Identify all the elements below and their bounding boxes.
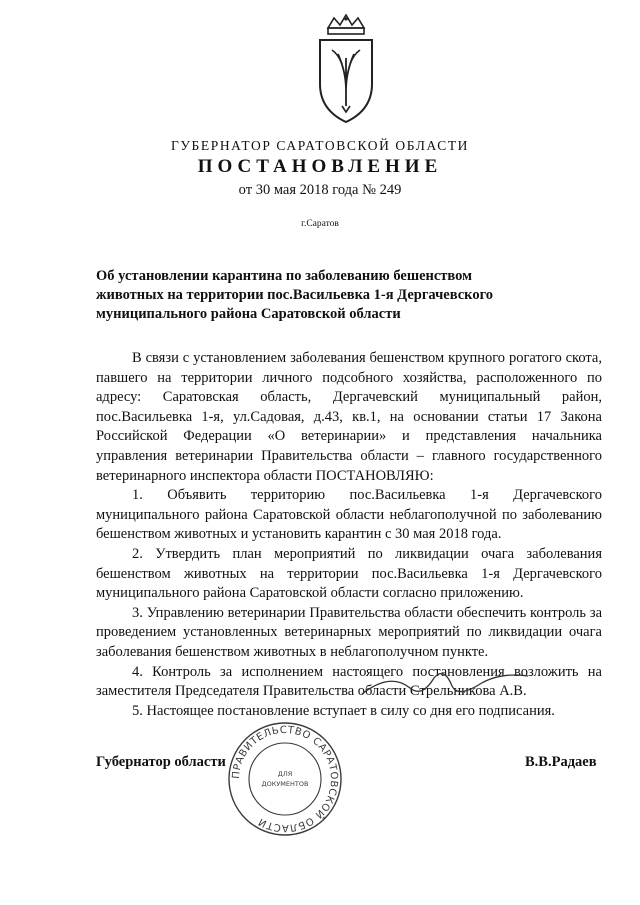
- document-type: ПОСТАНОВЛЕНИЕ: [197, 156, 443, 177]
- body-paragraph: В связи с установлением заболевания бешенством крупного рогатого скота, павшего на территории личного подсобного хозяйства, расположенного по адресу: Саратовская область, Дергачевский муниципальный район, пос.Васильевка 1-я, ул.Садовая, д.43, кв.1, на основании статьи 17 Закона Российской Федерации «О ветеринарии» и представления начальника управления ветеринарии Правительства области – главного государственного ветеринарного инспектора области ПОСТАНОВЛЯЮ:: [96, 350, 602, 484]
- subject-line: Об установлении карантина по заболеванию бешенством: [96, 268, 473, 284]
- seal-text: ПРАВИТЕЛЬСТВО САРАТОВСКОЙ ОБЛАСТИ: [230, 724, 340, 834]
- coat-of-arms-icon: [314, 14, 378, 126]
- svg-text:ДЛЯ: ДЛЯ: [277, 770, 293, 778]
- issuing-authority: ГУБЕРНАТОР САРАТОВСКОЙ ОБЛАСТИ: [170, 138, 470, 153]
- body-paragraph: 5. Настоящее постановление вступает в силу со дня его подписания.: [132, 702, 555, 719]
- subject-line: животных на территории пос.Васильевка 1-я Дергачевского: [96, 287, 494, 303]
- signatory-title: Губернатор области: [96, 754, 226, 770]
- city: г.Саратов: [301, 219, 339, 229]
- body-paragraph: 1. Объявить территорию пос.Васильевка 1-я Дергачевского муниципального района Саратовской области неблагополучной по заболеванию бешенством животных и установить карантин с 30 мая 2018 года.: [96, 487, 602, 543]
- document-date-number: от 30 мая 2018 года № 249: [238, 182, 402, 198]
- official-seal-icon: [226, 720, 344, 838]
- handwritten-signature: [360, 664, 530, 704]
- svg-text:ПРАВИТЕЛЬСТВО САРАТОВСКОЙ ОБЛА: [231, 725, 339, 833]
- subject-line: муниципального района Саратовской области: [96, 306, 401, 322]
- body-paragraph: 3. Управлению ветеринарии Правительства области обеспечить контроль за проведением установленных ветеринарных мероприятий по ликвидации очага заболевания бешенством животных в неблагополучном пункте.: [96, 604, 602, 660]
- svg-text:ДОКУМЕНТОВ: ДОКУМЕНТОВ: [261, 780, 309, 788]
- body-paragraph: 4. Контроль за исполнением настоящего постановления возложить на заместителя Председателя Правительства области Стрельникова А.В.: [96, 663, 602, 700]
- document-subject: [96, 267, 506, 324]
- signatory-name: В.В.Радаев: [525, 754, 597, 770]
- body-paragraph: 2. Утвердить план мероприятий по ликвидации очага заболевания бешенством животных на территории пос.Васильевка 1-я Дергачевского муниципального района Саратовской области согласно приложению.: [96, 545, 602, 602]
